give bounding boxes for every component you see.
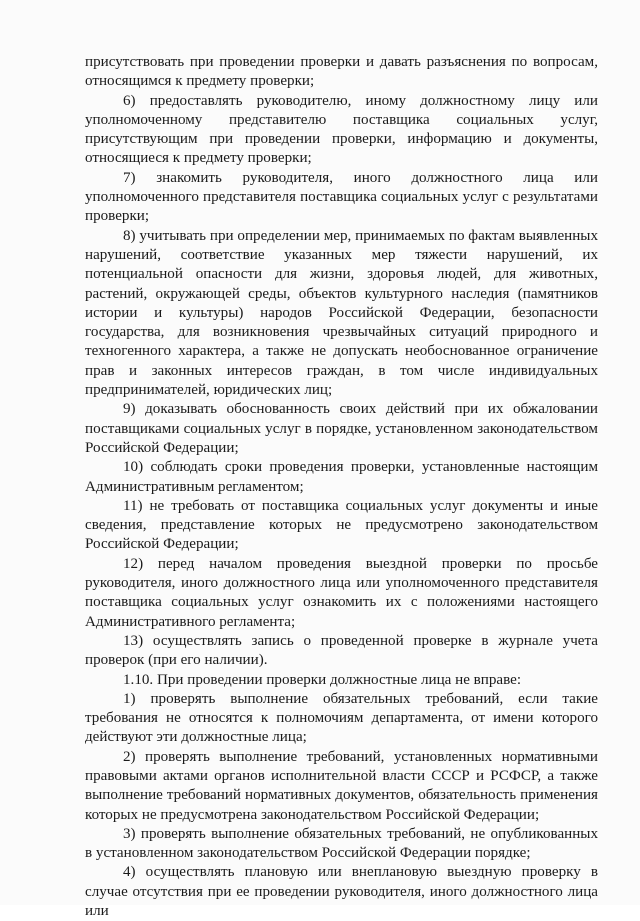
prohibition-item-1: 1) проверять выполнение обязательных требований, если такие требования не относятся к полномочиям департамента, от имени которого действуют эти должностные лица;	[85, 690, 598, 746]
paragraph-item-13: 13) осуществлять запись о проведенной проверке в журнале учета проверок (при его наличии).	[85, 632, 598, 669]
section-1-10-heading: 1.10. При проведении проверки должностные лица не вправе:	[123, 671, 522, 688]
paragraph-item-7: 7) знакомить руководителя, иного должностного лица или уполномоченного представителя поставщика социальных услуг с результатами проверки;	[85, 169, 598, 225]
document-body	[85, 53, 598, 921]
prohibition-item-4: 4) осуществлять плановую или внеплановую выездную проверку в случае отсутствия при ее проведении руководителя, иного должностного лица или	[85, 864, 598, 920]
paragraph-item-11: 11) не требовать от поставщика социальных услуг документы и иные сведения, представление которых не предусмотрено законодательством Российской Федерации;	[85, 497, 598, 553]
paragraph-item-9: 9) доказывать обоснованность своих действий при их обжаловании поставщиками социальных услуг в порядке, установленном законодательством Российской Федерации;	[85, 401, 598, 456]
prohibition-item-3: 3) проверять выполнение обязательных требований, не опубликованных в установленном законодательством Российской Федерации порядке;	[85, 825, 598, 862]
prohibition-item-2: 2) проверять выполнение требований, установленных нормативными правовыми актами органов исполнительной власти СССР и РСФСР, а также выполнение требований нормативных документов, обязательность применения которых не предусмотрена законодательством Российской Федерации;	[85, 748, 598, 823]
paragraph-item-12: 12) перед началом проведения выездной проверки по просьбе руководителя, иного должностного лица или уполномоченного представителя поставщика социальных услуг ознакомить их с положениями настоящего Административного регламента;	[85, 555, 598, 630]
paragraph-item-8: 8) учитывать при определении мер, принимаемых по фактам выявленных нарушений, соответствие указанных мер тяжести нарушений, их потенциальной опасности для жизни, здоровья людей, для животных, растений, окружающей среды, объектов культурного наследия (памятников истории и культуры) народов Российской Федерации, безопасности государства, для возникновения чрезвычайных ситуаций природного и техногенного характера, а также не допускать необоснованное ограничение прав и законных интересов граждан, в том числе индивидуальных предпринимателей, юридических лиц;	[85, 227, 598, 399]
paragraph-item-6: 6) предоставлять руководителю, иному должностному лицу или уполномоченному представителю поставщика социальных услуг, присутствующим при проведении проверки, информацию и документы, относящиеся к предмету проверки;	[85, 92, 598, 167]
paragraph-continuation: присутствовать при проведении проверки и давать разъяснения по вопросам, относящимся к предмету проверки;	[85, 54, 598, 90]
paragraph-item-10: 10) соблюдать сроки проведения проверки, установленные настоящим Административным регламентом;	[85, 459, 598, 495]
